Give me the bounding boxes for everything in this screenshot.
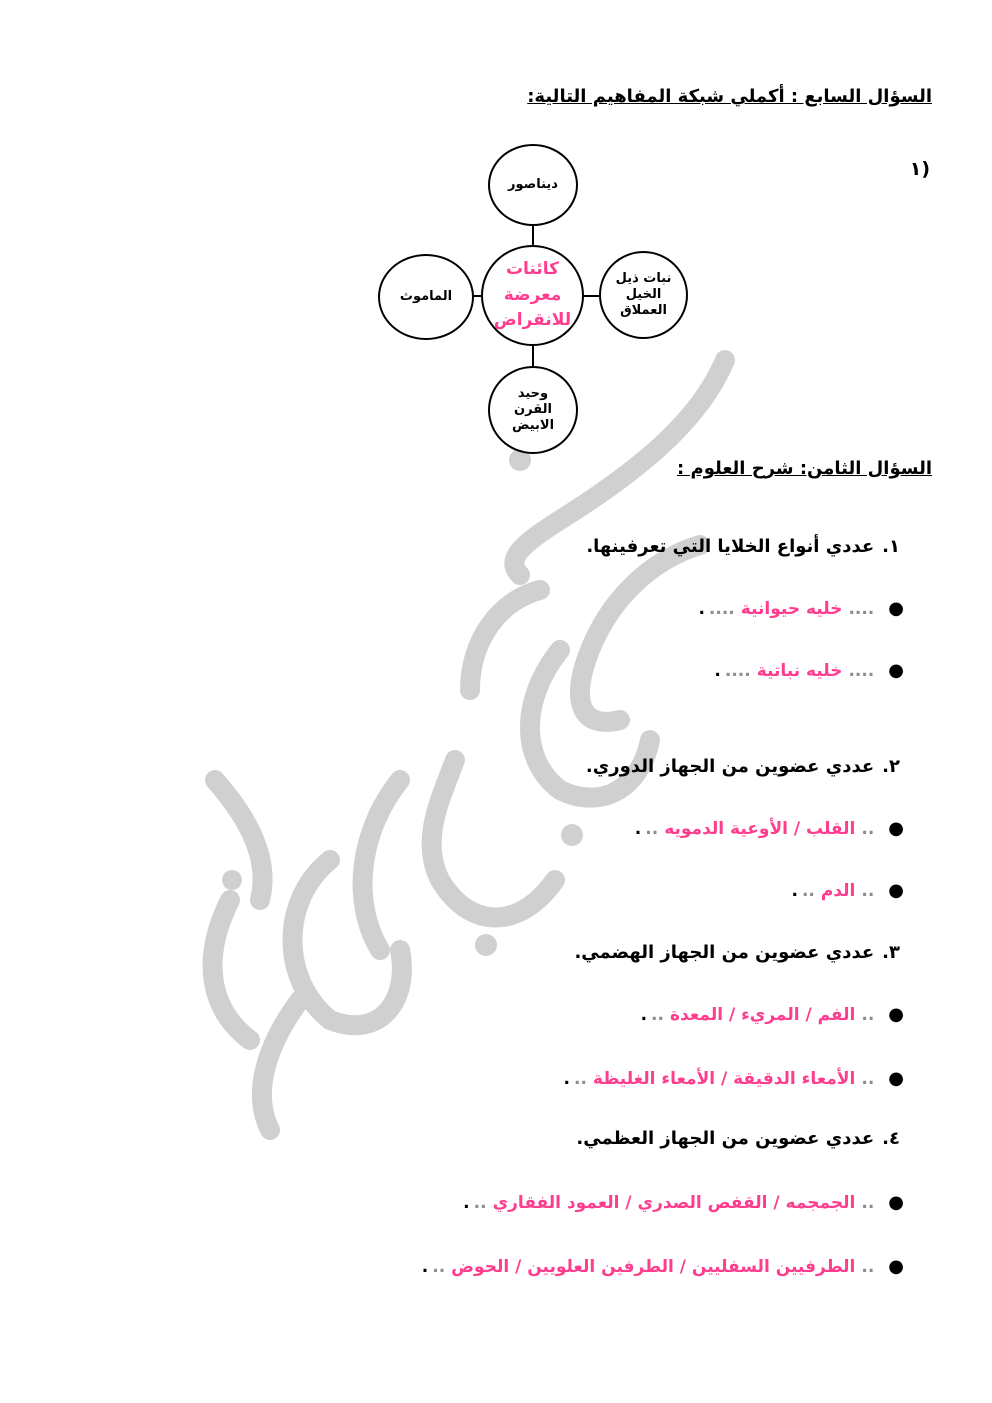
answer-line [463,1192,904,1213]
end-dot: . [698,598,705,619]
bullet-dot-icon: ● [888,1004,904,1025]
map-node-right-line2: الخيل [625,286,662,302]
question-text: عددي أنواع الخلايا التي تعرفينها. [586,536,875,557]
end-dot: . [563,1068,570,1089]
answer-text: الأمعاء الدقيقة / الأمعاء الغليظة [592,1068,856,1089]
bullet-dot-icon: ● [888,818,904,839]
map-node-bottom [488,366,578,454]
question-number: ٣. [882,942,900,963]
question-number: ٢. [882,756,900,777]
q8-question-2 [586,756,900,777]
answer-line [422,1256,904,1277]
blank-dots: .. [861,1004,875,1025]
q8-question-4 [576,1128,900,1149]
question-text: عددي عضوين من الجهاز العظمي. [576,1128,875,1149]
connector-bottom [532,344,534,368]
blank-dots: .. [861,818,875,839]
end-dot: . [463,1192,470,1213]
end-dot: . [714,660,721,681]
end-dot: . [634,818,642,839]
connector-right [582,295,600,297]
bullet-dot-icon: ● [888,660,904,681]
map-node-right [599,251,688,339]
bullet-dot-icon: ● [888,880,904,901]
q8-question-1 [586,536,900,557]
answer-line [698,598,904,619]
map-node-bottom-line1: وحيد [517,385,549,401]
blank-dots: .. [861,1192,875,1213]
end-dot: . [791,880,798,901]
bullet-dot-icon: ● [888,598,904,619]
map-node-top-line1: ديناصور [508,176,558,192]
question-number: ١. [882,536,900,557]
blank-dots: .... [724,660,751,681]
end-dot: . [640,1004,648,1025]
map-node-center [481,245,584,346]
blank-dots: .... [848,598,875,619]
blank-dots: .... [708,598,735,619]
map-node-right-line1: نبات ذيل [615,270,672,286]
answer-line [635,818,904,839]
blank-dots: .. [651,1004,664,1025]
blank-dots: .. [473,1192,487,1213]
blank-dots: .. [861,1068,875,1089]
answer-text: الجمجمه / القفص الصدري / العمود الفقاري [492,1192,856,1213]
answer-text: القلب / الأوعية الدمويه [664,818,856,839]
blank-dots: .. [801,880,815,901]
answer-line [791,880,904,901]
answer-text: الطرفيين السفليين / الطرفين العلويين / الحوض [451,1256,856,1277]
q7-title: السؤال السابع : أكملي شبكة المفاهيم التالية: [527,86,932,107]
q8-title: السؤال الثامن: شرح العلوم : [677,458,932,479]
map-node-left-line1: الماموث [399,288,453,304]
map-node-left [378,254,474,340]
q8-question-3 [574,942,900,963]
blank-dots: .. [861,1256,875,1277]
blank-dots: .... [848,660,875,681]
blank-dots: .. [432,1256,446,1277]
answer-line [641,1004,904,1025]
map-node-top [488,144,578,226]
map-center-line2: معرضة [503,284,562,305]
answer-text: خليه نباتية [756,660,843,681]
map-node-right-line3: العملاق [620,303,667,319]
answer-line [564,1068,904,1089]
question-text: عددي عضوين من الجهاز الهضمي. [574,942,875,963]
answer-text: خليه حيوانية [740,598,843,619]
blank-dots: .. [861,880,875,901]
map-node-bottom-line3: الابيض [511,418,555,434]
q7-item-number: ١) [909,158,930,180]
question-number: ٤. [882,1128,900,1149]
map-center-line3: للانقراض [493,310,572,331]
map-node-bottom-line2: القرن [514,401,552,417]
blank-dots: .. [573,1068,587,1089]
question-text: عددي عضوين من الجهاز الدوري. [585,756,875,777]
map-center-line1: كائنات [505,259,560,280]
answer-text: الدم [820,880,856,901]
bullet-dot-icon: ● [888,1192,904,1213]
answer-line [714,660,904,681]
end-dot: . [421,1256,429,1277]
bullet-dot-icon: ● [888,1068,904,1089]
bullet-dot-icon: ● [888,1256,904,1277]
answer-text: الفم / المريء / المعدة [669,1004,856,1025]
blank-dots: .. [645,818,659,839]
